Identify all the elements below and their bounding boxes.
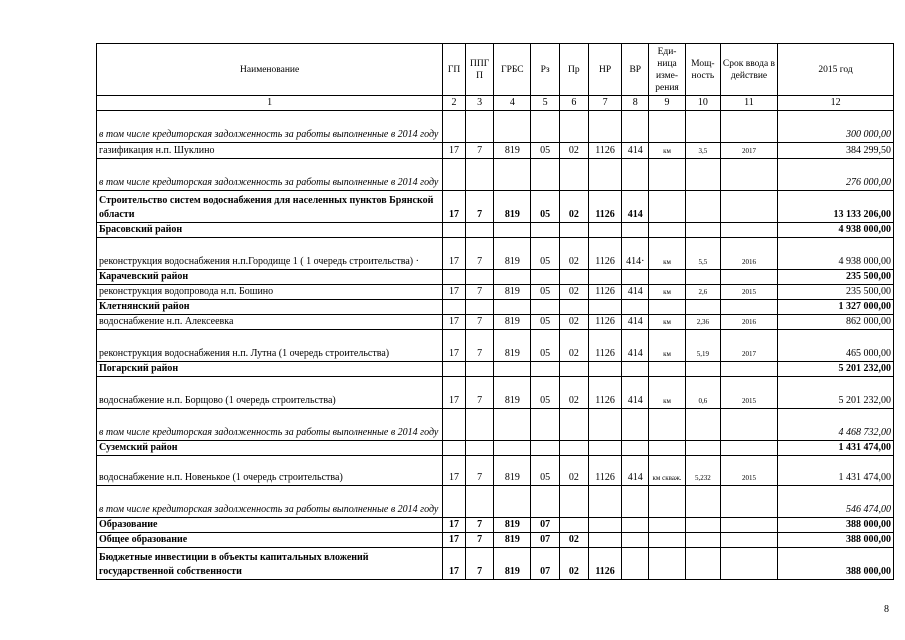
cell-rz: 05 xyxy=(531,315,560,330)
cell-gp xyxy=(443,486,466,518)
cell-term xyxy=(720,441,777,456)
cell-unit: км xyxy=(649,143,686,159)
cell-ppgp: 7 xyxy=(465,533,494,548)
table-row xyxy=(97,330,894,362)
cell-gp: 17 xyxy=(443,548,466,580)
cell-gp: 17 xyxy=(443,518,466,533)
cell-rz: 07 xyxy=(531,548,560,580)
table-row xyxy=(97,238,894,270)
table-row xyxy=(97,518,894,533)
cell-vr: 414 xyxy=(622,456,649,486)
cell-amount: 5 201 232,00 xyxy=(778,362,894,377)
cell-term: 2017 xyxy=(720,143,777,159)
cell-nr xyxy=(588,270,622,285)
cell-amount: 276 000,00 xyxy=(778,159,894,191)
column-number-cell: 1 xyxy=(97,96,443,111)
cell-name: Погарский район xyxy=(97,362,443,377)
cell-term xyxy=(720,111,777,143)
cell-vr xyxy=(622,441,649,456)
cell-power xyxy=(685,518,720,533)
cell-amount: 235 500,00 xyxy=(778,285,894,300)
column-number-cell: 2 xyxy=(443,96,466,111)
cell-ppgp xyxy=(465,159,494,191)
header-ppgp xyxy=(465,44,494,96)
cell-vr: 414 xyxy=(622,377,649,409)
cell-ppgp xyxy=(465,441,494,456)
cell-unit: км xyxy=(649,285,686,300)
cell-grbs: 819 xyxy=(494,285,531,300)
cell-ppgp xyxy=(465,362,494,377)
cell-rz xyxy=(531,111,560,143)
cell-term: 2016 xyxy=(720,238,777,270)
column-number-cell: 4 xyxy=(494,96,531,111)
column-number-cell: 8 xyxy=(622,96,649,111)
cell-unit xyxy=(649,159,686,191)
cell-unit xyxy=(649,223,686,238)
cell-amount: 4 938 000,00 xyxy=(778,223,894,238)
cell-power xyxy=(685,191,720,223)
column-number-cell: 7 xyxy=(588,96,622,111)
cell-grbs xyxy=(494,300,531,315)
cell-term: 2015 xyxy=(720,377,777,409)
cell-amount: 1 327 000,00 xyxy=(778,300,894,315)
cell-vr xyxy=(622,223,649,238)
cell-rz xyxy=(531,362,560,377)
table-row xyxy=(97,191,894,223)
cell-vr xyxy=(622,486,649,518)
cell-term xyxy=(720,548,777,580)
cell-unit xyxy=(649,362,686,377)
cell-gp xyxy=(443,409,466,441)
cell-rz: 05 xyxy=(531,143,560,159)
cell-grbs xyxy=(494,223,531,238)
cell-rz: 07 xyxy=(531,533,560,548)
column-number-cell: 11 xyxy=(720,96,777,111)
cell-name: Брасовский район xyxy=(97,223,443,238)
cell-power xyxy=(685,548,720,580)
table-body xyxy=(97,111,894,580)
column-number-cell: 12 xyxy=(778,96,894,111)
cell-name: водоснабжение н.п. Алексеевка xyxy=(97,315,443,330)
cell-name: Образование xyxy=(97,518,443,533)
header-rz: Рз xyxy=(531,44,560,96)
cell-rz: 05 xyxy=(531,377,560,409)
cell-name: в том числе кредиторская задолженность за работы выполненные в 2014 году xyxy=(97,486,443,518)
cell-ppgp: 7 xyxy=(465,238,494,270)
cell-gp: 17 xyxy=(443,315,466,330)
cell-nr xyxy=(588,300,622,315)
cell-pr: 02 xyxy=(560,238,589,270)
cell-ppgp: 7 xyxy=(465,456,494,486)
table-row xyxy=(97,409,894,441)
cell-nr: 1126 xyxy=(588,285,622,300)
cell-unit: км xyxy=(649,238,686,270)
cell-ppgp: 7 xyxy=(465,285,494,300)
cell-power xyxy=(685,409,720,441)
cell-gp: 17 xyxy=(443,238,466,270)
cell-nr: 1126 xyxy=(588,191,622,223)
cell-gp xyxy=(443,300,466,315)
cell-name: в том числе кредиторская задолженность за работы выполненные в 2014 году xyxy=(97,409,443,441)
table-row xyxy=(97,285,894,300)
cell-amount: 388 000,00 xyxy=(778,548,894,580)
cell-gp: 17 xyxy=(443,456,466,486)
cell-unit xyxy=(649,409,686,441)
cell-power xyxy=(685,111,720,143)
cell-gp xyxy=(443,362,466,377)
cell-grbs: 819 xyxy=(494,315,531,330)
cell-gp xyxy=(443,223,466,238)
cell-unit: км xyxy=(649,377,686,409)
cell-name: реконструкция водоснабжения н.п.Городище 1 ( 1 очередь строительства) · xyxy=(97,238,443,270)
cell-nr xyxy=(588,409,622,441)
cell-ppgp: 7 xyxy=(465,518,494,533)
header-power: Мощ-ность xyxy=(685,44,720,96)
cell-grbs xyxy=(494,409,531,441)
cell-power: 2,6 xyxy=(685,285,720,300)
column-number-row xyxy=(97,96,894,111)
cell-gp xyxy=(443,159,466,191)
cell-ppgp xyxy=(465,409,494,441)
cell-name: Бюджетные инвестиции в объекты капитальных вложений государственной собственности xyxy=(97,548,443,580)
cell-term xyxy=(720,362,777,377)
cell-vr: 414 xyxy=(622,315,649,330)
cell-vr: 414· xyxy=(622,238,649,270)
table-row xyxy=(97,548,894,580)
table-row xyxy=(97,533,894,548)
table-row xyxy=(97,362,894,377)
cell-name: Клетнянский район xyxy=(97,300,443,315)
cell-grbs xyxy=(494,362,531,377)
cell-amount: 4 938 000,00 xyxy=(778,238,894,270)
cell-power: 5,5 xyxy=(685,238,720,270)
cell-pr xyxy=(560,223,589,238)
cell-term: 2015 xyxy=(720,285,777,300)
cell-power xyxy=(685,533,720,548)
cell-term xyxy=(720,409,777,441)
cell-name: Строительство систем водоснабжения для населенных пунктов Брянской области xyxy=(97,191,443,223)
cell-name: Карачевский район xyxy=(97,270,443,285)
cell-ppgp xyxy=(465,223,494,238)
cell-amount: 300 000,00 xyxy=(778,111,894,143)
cell-vr xyxy=(622,300,649,315)
cell-pr: 02 xyxy=(560,330,589,362)
table-header-row xyxy=(97,44,894,96)
cell-grbs: 819 xyxy=(494,533,531,548)
cell-power xyxy=(685,159,720,191)
cell-term: 2017 xyxy=(720,330,777,362)
cell-rz xyxy=(531,270,560,285)
cell-ppgp: 7 xyxy=(465,315,494,330)
cell-rz: 05 xyxy=(531,191,560,223)
cell-rz: 05 xyxy=(531,238,560,270)
cell-name: реконструкция водоснабжения н.п. Лутна (1 очередь строительства) xyxy=(97,330,443,362)
cell-amount: 5 201 232,00 xyxy=(778,377,894,409)
cell-nr: 1126 xyxy=(588,330,622,362)
header-name: Наименование xyxy=(97,44,443,96)
cell-nr: 1126 xyxy=(588,548,622,580)
cell-nr: 1126 xyxy=(588,143,622,159)
cell-term xyxy=(720,191,777,223)
column-number-cell: 10 xyxy=(685,96,720,111)
cell-pr xyxy=(560,300,589,315)
cell-name: в том числе кредиторская задолженность за работы выполненные в 2014 году xyxy=(97,159,443,191)
header-unit: Еди-ница изме-рения xyxy=(649,44,686,96)
cell-pr: 02 xyxy=(560,315,589,330)
cell-amount: 13 133 206,00 xyxy=(778,191,894,223)
cell-nr xyxy=(588,223,622,238)
header-gp: ГП xyxy=(443,44,466,96)
cell-unit xyxy=(649,111,686,143)
cell-name: Общее образование xyxy=(97,533,443,548)
cell-amount: 384 299,50 xyxy=(778,143,894,159)
cell-nr xyxy=(588,518,622,533)
cell-power xyxy=(685,223,720,238)
cell-term xyxy=(720,223,777,238)
cell-amount: 388 000,00 xyxy=(778,533,894,548)
cell-name: Суземский район xyxy=(97,441,443,456)
cell-nr xyxy=(588,159,622,191)
cell-gp: 17 xyxy=(443,143,466,159)
cell-name: реконструкция водопровода н.п. Бошино xyxy=(97,285,443,300)
cell-vr xyxy=(622,548,649,580)
cell-name: водоснабжение н.п. Новенькое (1 очередь строительства) xyxy=(97,456,443,486)
cell-unit: км xyxy=(649,330,686,362)
cell-vr xyxy=(622,362,649,377)
cell-rz xyxy=(531,300,560,315)
table-row xyxy=(97,159,894,191)
header-ppgp-line2: П xyxy=(476,70,484,81)
column-number-cell: 5 xyxy=(531,96,560,111)
cell-term xyxy=(720,533,777,548)
cell-unit: км xyxy=(649,315,686,330)
column-number-cell: 3 xyxy=(465,96,494,111)
cell-unit xyxy=(649,191,686,223)
table-row xyxy=(97,315,894,330)
cell-vr xyxy=(622,518,649,533)
cell-pr xyxy=(560,409,589,441)
cell-rz xyxy=(531,223,560,238)
cell-term xyxy=(720,159,777,191)
cell-grbs xyxy=(494,486,531,518)
cell-term xyxy=(720,300,777,315)
cell-name: водоснабжение н.п. Борщово (1 очередь строительства) xyxy=(97,377,443,409)
header-year: 2015 год xyxy=(778,44,894,96)
cell-nr: 1126 xyxy=(588,238,622,270)
table-row xyxy=(97,486,894,518)
table-row xyxy=(97,300,894,315)
cell-vr: 414 xyxy=(622,330,649,362)
cell-power xyxy=(685,441,720,456)
cell-grbs: 819 xyxy=(494,238,531,270)
cell-nr: 1126 xyxy=(588,456,622,486)
cell-vr: 414 xyxy=(622,143,649,159)
cell-vr: 414 xyxy=(622,191,649,223)
cell-power xyxy=(685,362,720,377)
table-row xyxy=(97,456,894,486)
cell-unit xyxy=(649,533,686,548)
cell-gp xyxy=(443,270,466,285)
cell-rz: 07 xyxy=(531,518,560,533)
cell-gp: 17 xyxy=(443,330,466,362)
cell-nr xyxy=(588,362,622,377)
column-number-cell: 9 xyxy=(649,96,686,111)
cell-amount: 465 000,00 xyxy=(778,330,894,362)
cell-vr xyxy=(622,409,649,441)
cell-rz xyxy=(531,159,560,191)
cell-rz xyxy=(531,486,560,518)
cell-pr: 02 xyxy=(560,456,589,486)
cell-ppgp xyxy=(465,111,494,143)
cell-power xyxy=(685,270,720,285)
table-row xyxy=(97,223,894,238)
cell-pr: 02 xyxy=(560,285,589,300)
cell-name: в том числе кредиторская задолженность за работы выполненные в 2014 году xyxy=(97,111,443,143)
cell-ppgp xyxy=(465,270,494,285)
cell-ppgp xyxy=(465,300,494,315)
cell-nr xyxy=(588,486,622,518)
cell-amount: 546 474,00 xyxy=(778,486,894,518)
cell-grbs: 819 xyxy=(494,377,531,409)
cell-grbs xyxy=(494,441,531,456)
cell-ppgp: 7 xyxy=(465,377,494,409)
table-row xyxy=(97,270,894,285)
cell-rz: 05 xyxy=(531,285,560,300)
cell-grbs: 819 xyxy=(494,548,531,580)
cell-rz: 05 xyxy=(531,330,560,362)
cell-ppgp: 7 xyxy=(465,143,494,159)
cell-grbs xyxy=(494,270,531,285)
cell-grbs: 819 xyxy=(494,191,531,223)
cell-power xyxy=(685,300,720,315)
cell-unit xyxy=(649,548,686,580)
cell-pr xyxy=(560,270,589,285)
budget-table xyxy=(96,43,894,580)
cell-term xyxy=(720,270,777,285)
table-row xyxy=(97,377,894,409)
table-row xyxy=(97,143,894,159)
cell-term xyxy=(720,518,777,533)
column-number-cell: 6 xyxy=(560,96,589,111)
cell-power: 5,232 xyxy=(685,456,720,486)
cell-vr xyxy=(622,111,649,143)
cell-power: 0,6 xyxy=(685,377,720,409)
cell-grbs: 819 xyxy=(494,143,531,159)
cell-nr: 1126 xyxy=(588,377,622,409)
cell-pr: 02 xyxy=(560,548,589,580)
cell-term: 2016 xyxy=(720,315,777,330)
cell-unit xyxy=(649,518,686,533)
cell-unit: км скваж. xyxy=(649,456,686,486)
cell-pr xyxy=(560,111,589,143)
cell-nr xyxy=(588,533,622,548)
cell-pr xyxy=(560,486,589,518)
cell-vr xyxy=(622,270,649,285)
cell-gp: 17 xyxy=(443,285,466,300)
cell-gp xyxy=(443,441,466,456)
header-term: Срок ввода в действие xyxy=(720,44,777,96)
header-vr: ВР xyxy=(622,44,649,96)
cell-pr xyxy=(560,441,589,456)
cell-pr: 02 xyxy=(560,533,589,548)
cell-vr: 414 xyxy=(622,285,649,300)
cell-amount: 4 468 732,00 xyxy=(778,409,894,441)
cell-ppgp: 7 xyxy=(465,548,494,580)
cell-pr: 02 xyxy=(560,377,589,409)
cell-unit xyxy=(649,300,686,315)
cell-pr xyxy=(560,518,589,533)
cell-vr xyxy=(622,533,649,548)
cell-amount: 1 431 474,00 xyxy=(778,441,894,456)
cell-ppgp: 7 xyxy=(465,191,494,223)
cell-term xyxy=(720,486,777,518)
cell-grbs: 819 xyxy=(494,330,531,362)
cell-pr xyxy=(560,159,589,191)
cell-nr: 1126 xyxy=(588,315,622,330)
cell-gp: 17 xyxy=(443,377,466,409)
cell-unit xyxy=(649,486,686,518)
cell-gp: 17 xyxy=(443,533,466,548)
cell-nr xyxy=(588,441,622,456)
cell-power: 5,19 xyxy=(685,330,720,362)
cell-rz: 05 xyxy=(531,456,560,486)
header-ppgp-line1: ППГ xyxy=(470,58,490,69)
table-row xyxy=(97,111,894,143)
cell-grbs: 819 xyxy=(494,518,531,533)
page-number: 8 xyxy=(884,604,889,615)
cell-grbs xyxy=(494,159,531,191)
cell-name: газификация н.п. Шуклино xyxy=(97,143,443,159)
cell-power xyxy=(685,486,720,518)
header-nr: НР xyxy=(588,44,622,96)
cell-grbs xyxy=(494,111,531,143)
cell-amount: 862 000,00 xyxy=(778,315,894,330)
cell-pr: 02 xyxy=(560,143,589,159)
header-pr: Пр xyxy=(560,44,589,96)
header-grbs: ГРБС xyxy=(494,44,531,96)
cell-pr xyxy=(560,362,589,377)
cell-rz xyxy=(531,441,560,456)
cell-rz xyxy=(531,409,560,441)
cell-grbs: 819 xyxy=(494,456,531,486)
cell-nr xyxy=(588,111,622,143)
table-row xyxy=(97,441,894,456)
cell-unit xyxy=(649,270,686,285)
cell-ppgp: 7 xyxy=(465,330,494,362)
cell-term: 2015 xyxy=(720,456,777,486)
cell-unit xyxy=(649,441,686,456)
cell-ppgp xyxy=(465,486,494,518)
cell-amount: 1 431 474,00 xyxy=(778,456,894,486)
cell-amount: 388 000,00 xyxy=(778,518,894,533)
cell-power: 3,5 xyxy=(685,143,720,159)
cell-gp xyxy=(443,111,466,143)
cell-vr xyxy=(622,159,649,191)
cell-amount: 235 500,00 xyxy=(778,270,894,285)
cell-power: 2,36 xyxy=(685,315,720,330)
cell-pr: 02 xyxy=(560,191,589,223)
cell-gp: 17 xyxy=(443,191,466,223)
